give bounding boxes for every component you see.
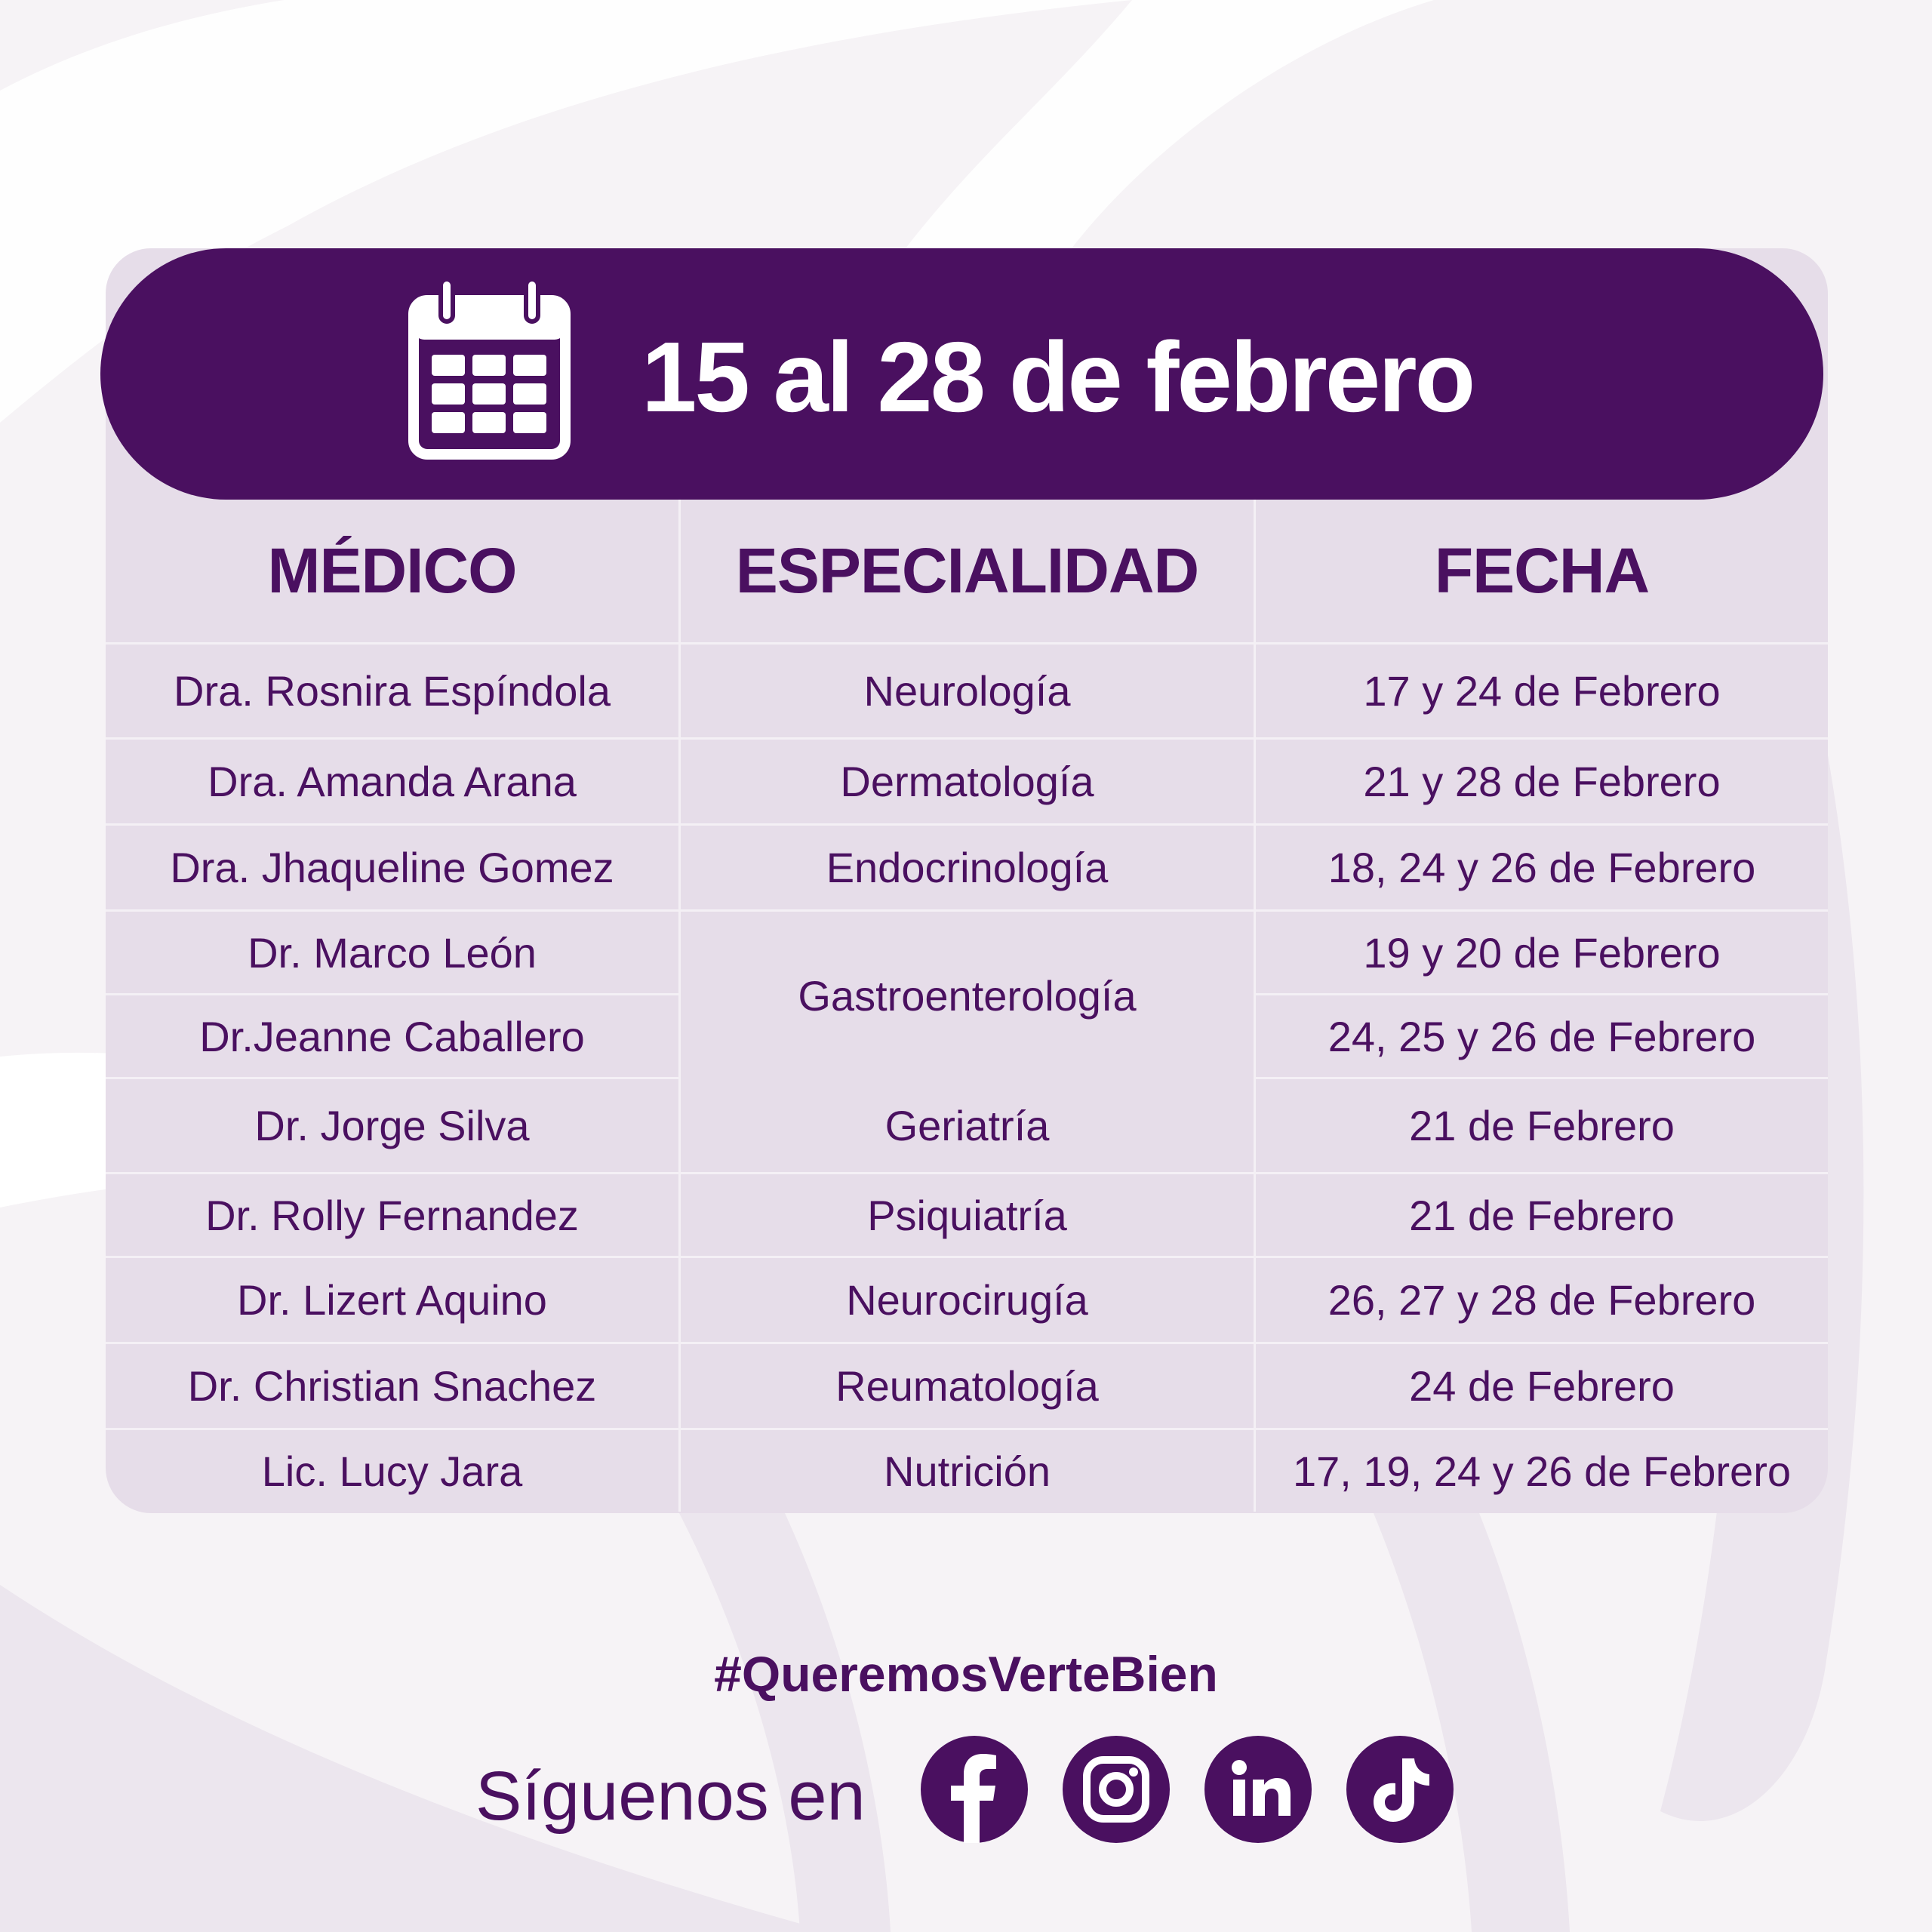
linkedin-icon[interactable] xyxy=(1204,1736,1312,1843)
cell-fecha: 21 de Febrero xyxy=(1409,1191,1675,1239)
cell-medico: Dr. Jorge Silva xyxy=(106,1079,681,1172)
cell-medico: Dr. Lizert Aquino xyxy=(106,1258,681,1342)
cell-especialidad: Psiquiatría xyxy=(681,1174,1256,1256)
table-row xyxy=(106,1428,1828,1512)
hashtag: #QueremosVerteBien xyxy=(714,1646,1218,1702)
table-header-row xyxy=(106,500,1828,642)
cell-medico: Dra. Rosnira Espíndola xyxy=(106,645,681,737)
cell-fecha: 21 de Febrero xyxy=(1409,1102,1675,1149)
table-row xyxy=(106,1172,1828,1256)
cell-medico: Lic. Lucy Jara xyxy=(106,1430,681,1512)
cell-especialidad: Dermatología xyxy=(681,740,1256,823)
cell-medico: Dr. Marco León xyxy=(106,912,681,993)
cell-medico: Dra. Amanda Arana xyxy=(106,740,681,823)
facebook-icon[interactable] xyxy=(921,1736,1028,1843)
table-row xyxy=(106,1077,1828,1172)
cell-medico: Dr.Jeanne Caballero xyxy=(106,995,681,1077)
cell-especialidad: Nutrición xyxy=(681,1430,1256,1512)
merged-specialty-cell: Gastroenterología xyxy=(681,912,1256,1079)
cell-especialidad: Geriatría xyxy=(681,1079,1256,1172)
cell-fecha: 26, 27 y 28 de Febrero xyxy=(1327,1276,1756,1324)
header-especialidad: ESPECIALIDAD xyxy=(681,500,1256,642)
cell-medico: Dra. Jhaqueline Gomez xyxy=(106,826,681,909)
cell-fecha: 21 y 28 de Febrero xyxy=(1363,758,1721,805)
cell-fecha: 17 y 24 de Febrero xyxy=(1363,667,1721,715)
header-medico: MÉDICO xyxy=(106,500,681,642)
cell-especialidad: Neurología xyxy=(681,645,1256,737)
cell-fecha: 17, 19, 24 y 26 de Febrero xyxy=(1293,1447,1791,1495)
cell-fecha: 24, 25 y 26 de Febrero xyxy=(1327,1012,1756,1060)
banner-title: 15 al 28 de febrero xyxy=(641,321,1474,432)
cell-fecha: 19 y 20 de Febrero xyxy=(1363,928,1721,977)
cell-fecha: 18, 24 y 26 de Febrero xyxy=(1327,844,1756,891)
calendar-icon xyxy=(408,279,571,460)
cell-medico: Dr. Rolly Fernandez xyxy=(106,1174,681,1256)
instagram-icon[interactable] xyxy=(1063,1736,1170,1843)
cell-fecha: 24 de Febrero xyxy=(1409,1362,1675,1410)
cell-medico: Dr. Christian Snachez xyxy=(106,1344,681,1428)
cell-especialidad: Neurocirugía xyxy=(681,1258,1256,1342)
tiktok-icon[interactable] xyxy=(1346,1736,1454,1843)
table-row xyxy=(106,1256,1828,1342)
table-row xyxy=(106,737,1828,823)
header-fecha: FECHA xyxy=(1434,535,1650,606)
table-row xyxy=(106,823,1828,909)
cell-especialidad: Reumatología xyxy=(681,1344,1256,1428)
follow-label: Síguenos en xyxy=(475,1758,866,1835)
cell-especialidad: Endocrinología xyxy=(681,826,1256,909)
table-row xyxy=(106,1342,1828,1428)
table-row xyxy=(106,642,1828,737)
